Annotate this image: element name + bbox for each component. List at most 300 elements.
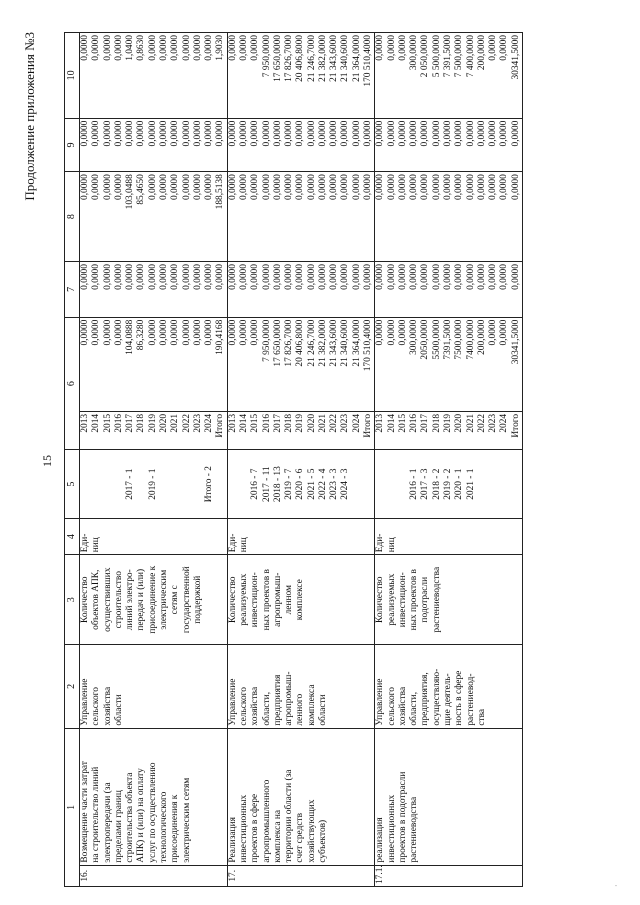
regional-budget-line: 0,0000 <box>113 174 124 200</box>
target-values-line: 2023 - 3 <box>329 468 340 500</box>
executor-line: Управление <box>80 678 90 726</box>
federal-budget-line: 0,0000 <box>261 264 272 290</box>
activity-name-line: инвестиционных <box>238 794 249 863</box>
local-budget-line: 0,0000 <box>476 120 487 147</box>
local-budget-line: 0,0000 <box>272 120 283 147</box>
total-amount-line: 21 343,6000 <box>329 319 340 367</box>
total-amount-line: 30341,5000 <box>510 319 521 365</box>
federal-budget-line: 0,0000 <box>476 264 487 290</box>
regional-budget-line: 0,0000 <box>443 174 453 200</box>
target-values-line <box>228 452 239 515</box>
row-number-cell: 16. <box>80 865 228 886</box>
unit-line: ниц <box>238 537 249 553</box>
total-amount-line: 2050,0000 <box>420 319 431 360</box>
target-values-line: 2018 - 13 <box>272 466 283 503</box>
year-line: 2020 <box>158 413 169 433</box>
local-budget-line: 0,0000 <box>454 120 465 147</box>
year-line: 2020 <box>306 413 317 433</box>
total-amount-line: 21 246,7000 <box>306 319 317 367</box>
activity-name-line: реализация <box>375 817 386 863</box>
activity-name-line: пределами границ <box>113 790 124 863</box>
local-budget-line: 0,0000 <box>317 120 328 147</box>
executor-line: предприятия <box>272 674 283 726</box>
total-amount-cell <box>80 317 228 411</box>
indicator-cell <box>375 555 523 645</box>
regional-budget-line: 0,0000 <box>351 174 362 200</box>
indicator-line: Количество <box>80 576 90 623</box>
total-amount-line: 0,0000 <box>170 319 181 346</box>
regional-budget-line: 0,0000 <box>91 174 102 200</box>
regional-budget-line: 0,0000 <box>272 174 283 200</box>
target-values-line <box>80 452 91 515</box>
federal-budget-line: 0,0000 <box>465 264 476 290</box>
executor-line: Управление <box>375 678 386 726</box>
local-budget-line: 0,0000 <box>443 120 453 147</box>
extrabudgetary-funds-line: 0,0000 <box>170 35 181 61</box>
target-values-line <box>375 452 386 515</box>
federal-budget-line: 0,0000 <box>306 264 317 290</box>
activity-name-line: технологического <box>158 791 169 863</box>
extrabudgetary-funds-line: 30341,5000 <box>510 35 521 80</box>
row-number-cell: 17. <box>227 865 375 886</box>
local-budget-line: 0,0000 <box>363 120 374 147</box>
extrabudgetary-funds-line: 0,0000 <box>192 35 203 61</box>
year-line: Итого <box>363 413 374 438</box>
regional-budget-line: 0,0000 <box>147 174 158 200</box>
executor-line: области <box>113 694 124 726</box>
executor-line: ность в сфере <box>454 670 465 726</box>
header-col-2: 2 <box>65 645 80 728</box>
local-budget-line: 0,0000 <box>215 120 226 147</box>
local-budget-line: 0,0000 <box>80 120 90 147</box>
regional-budget-line: 0,0000 <box>329 174 340 200</box>
executor-line: сельского <box>91 687 102 726</box>
extrabudgetary-funds-line: 0,0000 <box>386 35 397 61</box>
indicator-line: агропромыш- <box>272 572 283 627</box>
extrabudgetary-funds-line: 7 500,0000 <box>454 35 465 78</box>
regional-budget-line: 0,0000 <box>250 174 261 200</box>
extrabudgetary-funds-cell <box>227 33 375 119</box>
local-budget-line: 0,0000 <box>420 120 431 147</box>
federal-budget-line: 0,0000 <box>397 264 408 290</box>
executor-line: сельского <box>238 687 249 726</box>
total-amount-line: 21 340,6000 <box>340 319 351 367</box>
local-budget-line: 0,0000 <box>409 120 420 147</box>
unit-line: ниц <box>386 537 397 553</box>
unit-line: Еди- <box>375 533 386 553</box>
federal-budget-line: 0,0000 <box>147 264 158 290</box>
year-line: 2017 <box>272 413 283 433</box>
executor-line: Управление <box>227 678 238 726</box>
indicator-cell <box>227 555 375 645</box>
total-amount-line: 0,0000 <box>397 319 408 346</box>
extrabudgetary-funds-line: 17 826,7000 <box>284 35 295 82</box>
regional-budget-line: 0,0000 <box>170 174 181 200</box>
extrabudgetary-funds-line: 21 343,6000 <box>329 35 340 82</box>
federal-budget-line: 0,0000 <box>488 264 499 290</box>
local-budget-line: 0,0000 <box>329 120 340 147</box>
regional-budget-line: 0,0000 <box>465 174 476 200</box>
header-col-6: 6 <box>65 317 80 450</box>
regional-budget-cell <box>80 172 228 262</box>
local-budget-line: 0,0000 <box>147 120 158 147</box>
year-line: 2024 <box>204 413 215 433</box>
federal-budget-line: 0,0000 <box>250 264 261 290</box>
year-cell <box>375 411 523 450</box>
year-line: 2016 <box>113 413 124 433</box>
executor-line: области, <box>261 691 272 726</box>
regional-budget-line: 0,0000 <box>431 174 442 200</box>
extrabudgetary-funds-line: 5 500,0000 <box>431 35 442 78</box>
indicator-line: комплексе <box>295 579 306 621</box>
extrabudgetary-funds-line: 0,0000 <box>158 35 169 61</box>
target-values-line: 2019 - 2 <box>443 468 453 500</box>
header-col-4: 4 <box>65 518 80 554</box>
year-line: 2023 <box>192 413 203 433</box>
regional-budget-line: 85,4650 <box>136 174 147 205</box>
activity-name-line: инвестиционных <box>386 794 397 863</box>
total-amount-line: 0,0000 <box>113 319 124 346</box>
year-line: 2020 <box>454 413 465 433</box>
regional-budget-line: 0,0000 <box>363 174 374 200</box>
extrabudgetary-funds-line: 7 391,5000 <box>443 35 453 78</box>
indicator-line: Количество <box>375 576 386 623</box>
local-budget-line: 0,0000 <box>465 120 476 147</box>
federal-budget-line: 0,0000 <box>272 264 283 290</box>
indicator-line: осуществивших <box>102 567 113 632</box>
regional-budget-line: 188,5138 <box>215 174 226 210</box>
total-amount-line: 0,0000 <box>91 319 102 346</box>
target-values-line: 2019 - 1 <box>147 468 158 500</box>
total-amount-line: 190,4168 <box>215 319 226 355</box>
regional-budget-line: 0,0000 <box>306 174 317 200</box>
federal-budget-line: 0,0000 <box>329 264 340 290</box>
target-values-line: 2021 - 5 <box>306 468 317 500</box>
regional-budget-line: 0,0000 <box>510 174 521 200</box>
extrabudgetary-funds-line: 0,8630 <box>136 35 147 61</box>
year-line: 2014 <box>238 413 249 433</box>
federal-budget-cell <box>80 262 228 318</box>
page-number: 15 <box>40 455 54 467</box>
extrabudgetary-funds-line: 200,0000 <box>476 35 487 71</box>
extrabudgetary-funds-line: 1,9030 <box>215 35 226 61</box>
regional-budget-line: 0,0000 <box>499 174 510 200</box>
total-amount-line: 0,0000 <box>181 319 192 346</box>
local-budget-line: 0,0000 <box>386 120 397 147</box>
total-amount-line: 5500,0000 <box>431 319 442 360</box>
federal-budget-line: 0,0000 <box>204 264 215 290</box>
local-budget-line: 0,0000 <box>91 120 102 147</box>
indicator-line: электрическим <box>158 569 169 630</box>
target-values-line: 2024 - 3 <box>340 468 351 500</box>
local-budget-line: 0,0000 <box>125 120 136 147</box>
regional-budget-line: 0,0000 <box>261 174 272 200</box>
year-line: 2013 <box>375 413 386 433</box>
total-amount-line: 20 406,8000 <box>295 319 306 367</box>
year-line: Итого <box>215 413 226 438</box>
extrabudgetary-funds-line: 21 382,0000 <box>317 35 328 82</box>
year-cell <box>227 411 375 450</box>
total-amount-line: 7391,5000 <box>443 319 453 360</box>
unit-cell <box>227 518 375 554</box>
year-cell <box>80 411 228 450</box>
local-budget-line: 0,0000 <box>113 120 124 147</box>
target-values-line <box>170 452 181 515</box>
total-amount-line: 0,0000 <box>488 319 499 346</box>
extrabudgetary-funds-line: 0,0000 <box>499 35 510 61</box>
target-values-line <box>159 452 170 515</box>
target-values-line <box>182 452 193 515</box>
target-values-line: 2019 - 7 <box>284 468 295 500</box>
indicator-line: инвестицион- <box>397 572 408 628</box>
year-line: 2024 <box>351 413 362 433</box>
unit-line: Еди- <box>227 533 238 553</box>
federal-budget-line: 0,0000 <box>136 264 147 290</box>
corner-mark: · <box>612 884 621 887</box>
program-table <box>64 32 523 887</box>
activity-name-line: проектов в подотрасли <box>397 771 408 863</box>
local-budget-line: 0,0000 <box>397 120 408 147</box>
local-budget-line: 0,0000 <box>192 120 203 147</box>
local-budget-line: 0,0000 <box>170 120 181 147</box>
indicator-line: растениеводства <box>431 566 442 633</box>
executor-line: предприятия, <box>420 672 431 726</box>
total-amount-line: 0,0000 <box>147 319 158 346</box>
appendix-label: Продолжение приложения №3 <box>22 32 37 201</box>
regional-budget-line: 0,0000 <box>488 174 499 200</box>
target-values-line: Итого - 2 <box>204 466 215 503</box>
target-values-line <box>114 452 125 515</box>
target-values-line: 2017 - 1 <box>125 468 136 500</box>
executor-line: агропромыш- <box>284 671 295 726</box>
federal-budget-line: 0,0000 <box>317 264 328 290</box>
indicator-line: строительство <box>113 571 124 629</box>
year-line: 2018 <box>431 413 442 433</box>
regional-budget-line: 0,0000 <box>158 174 169 200</box>
year-line: 2022 <box>181 413 192 433</box>
activity-name-cell <box>80 728 228 865</box>
total-amount-line: 0,0000 <box>250 319 261 346</box>
extrabudgetary-funds-cell <box>80 33 228 119</box>
indicator-line: сетям с <box>170 585 181 615</box>
target-values-line: 2017 - 11 <box>261 466 272 502</box>
federal-budget-cell <box>227 262 375 318</box>
regional-budget-line: 0,0000 <box>204 174 215 200</box>
extrabudgetary-funds-line: 0,0000 <box>181 35 192 61</box>
total-amount-line: 0,0000 <box>204 319 215 346</box>
extrabudgetary-funds-line: 21 340,6000 <box>340 35 351 82</box>
target-values-line: 2016 - 7 <box>250 468 261 500</box>
federal-budget-line: 0,0000 <box>170 264 181 290</box>
extrabudgetary-funds-cell <box>375 33 523 119</box>
total-amount-line: 7 950,0000 <box>261 319 272 362</box>
year-line: 2015 <box>102 413 113 433</box>
federal-budget-line: 0,0000 <box>181 264 192 290</box>
header-col-3: 3 <box>65 555 80 645</box>
extrabudgetary-funds-line: 0,0000 <box>397 35 408 61</box>
indicator-line: поддержкой <box>192 575 203 624</box>
local-budget-line: 0,0000 <box>284 120 295 147</box>
target-values-line <box>103 452 114 515</box>
year-line: 2015 <box>250 413 261 433</box>
executor-line: хозяйства <box>397 686 408 726</box>
local-budget-line: 0,0000 <box>102 120 113 147</box>
local-budget-line: 0,0000 <box>204 120 215 147</box>
regional-budget-line: 0,0000 <box>454 174 465 200</box>
activity-name-line: агропромышленного <box>261 779 272 863</box>
regional-budget-line: 0,0000 <box>181 174 192 200</box>
year-line: 2016 <box>261 413 272 433</box>
executor-line: осуществляю- <box>431 668 442 726</box>
activity-name-line: проектов в сфере <box>250 793 261 863</box>
executor-line: ства <box>476 708 487 726</box>
extrabudgetary-funds-line: 20 406,8000 <box>295 35 306 82</box>
year-line: 2014 <box>91 413 102 433</box>
regional-budget-line: 0,0000 <box>227 174 238 200</box>
federal-budget-line: 0,0000 <box>340 264 351 290</box>
federal-budget-line: 0,0000 <box>125 264 136 290</box>
federal-budget-line: 0,0000 <box>227 264 238 290</box>
regional-budget-line: 0,0000 <box>409 174 420 200</box>
federal-budget-line: 0,0000 <box>386 264 397 290</box>
extrabudgetary-funds-line: 21 246,7000 <box>306 35 317 82</box>
regional-budget-line: 0,0000 <box>397 174 408 200</box>
executor-line: хозяйства <box>102 686 113 726</box>
total-amount-line: 17 826,7000 <box>284 319 295 367</box>
year-line: 2013 <box>227 413 238 433</box>
executor-line: области, <box>409 691 420 726</box>
federal-budget-line: 0,0000 <box>113 264 124 290</box>
unit-line: Еди- <box>80 533 90 553</box>
federal-budget-line: 0,0000 <box>91 264 102 290</box>
federal-budget-line: 0,0000 <box>363 264 374 290</box>
unit-cell <box>375 518 523 554</box>
target-values-line: 2020 - 6 <box>295 468 306 500</box>
activity-name-line: территории области (за <box>284 769 295 863</box>
extrabudgetary-funds-line: 0,0000 <box>227 35 238 61</box>
total-amount-line: 17 650,0000 <box>272 319 283 367</box>
local-budget-line: 0,0000 <box>306 120 317 147</box>
total-amount-line: 0,0000 <box>499 319 510 346</box>
activity-name-line: хозяйствующих <box>306 799 317 863</box>
extrabudgetary-funds-line: 7 400,0000 <box>465 35 476 78</box>
total-amount-line: 86,3280 <box>136 319 147 351</box>
local-budget-line: 0,0000 <box>238 120 249 147</box>
table-row <box>375 33 523 887</box>
local-budget-line: 0,0000 <box>261 120 272 147</box>
activity-name-line: счет средств <box>295 812 306 863</box>
year-line: 2019 <box>147 413 158 433</box>
regional-budget-line: 0,0000 <box>238 174 249 200</box>
local-budget-line: 0,0000 <box>340 120 351 147</box>
federal-budget-line: 0,0000 <box>499 264 510 290</box>
header-col-8: 8 <box>65 172 80 262</box>
federal-budget-line: 0,0000 <box>409 264 420 290</box>
local-budget-line: 0,0000 <box>375 120 386 147</box>
activity-name-line: Возмещение части затрат <box>80 761 90 863</box>
row-number-cell: 17.1. <box>375 865 523 886</box>
target-values-line <box>193 452 204 515</box>
indicator-line: ных проектов в <box>261 569 272 631</box>
local-budget-cell <box>375 118 523 172</box>
executor-line: области <box>317 694 328 726</box>
target-values-cell <box>375 450 523 518</box>
extrabudgetary-funds-line: 0,0000 <box>250 35 261 61</box>
local-budget-line: 0,0000 <box>181 120 192 147</box>
indicator-line: реализуемых <box>238 573 249 626</box>
year-line: 2024 <box>499 413 510 433</box>
indicator-line: инвестицион- <box>250 572 261 628</box>
total-amount-line: 21 382,0000 <box>317 319 328 367</box>
executor-line: щие деятель- <box>443 673 453 726</box>
year-line: 2015 <box>397 413 408 433</box>
total-amount-cell <box>227 317 375 411</box>
federal-budget-line: 0,0000 <box>375 264 386 290</box>
total-amount-line: 104,0888 <box>125 319 136 355</box>
year-line: 2021 <box>170 413 181 433</box>
regional-budget-line: 0,0000 <box>420 174 431 200</box>
activity-name-line: услуг по осуществлению <box>147 762 158 863</box>
federal-budget-line: 0,0000 <box>420 264 431 290</box>
regional-budget-line: 0,0000 <box>295 174 306 200</box>
target-values-line: 2018 - 2 <box>431 468 442 500</box>
target-values-line <box>91 452 102 515</box>
local-budget-line: 0,0000 <box>499 120 510 147</box>
target-values-line: 2017 - 3 <box>420 468 431 500</box>
executor-line: сельского <box>386 687 397 726</box>
year-line: 2018 <box>284 413 295 433</box>
local-budget-cell <box>227 118 375 172</box>
extrabudgetary-funds-line: 0,0000 <box>204 35 215 61</box>
regional-budget-cell <box>227 172 375 262</box>
target-values-line: 2021 - 1 <box>465 468 476 500</box>
local-budget-cell <box>80 118 228 172</box>
federal-budget-line: 0,0000 <box>443 264 453 290</box>
indicator-line: подотрасли <box>420 576 431 623</box>
regional-budget-line: 0,0000 <box>80 174 90 200</box>
target-values-line <box>398 452 409 515</box>
regional-budget-line: 0,0000 <box>284 174 295 200</box>
header-row <box>65 33 80 887</box>
total-amount-line: 0,0000 <box>227 319 238 346</box>
federal-budget-line: 0,0000 <box>80 264 90 290</box>
year-line: 2019 <box>443 413 453 433</box>
target-values-cell <box>80 450 228 518</box>
federal-budget-line: 0,0000 <box>454 264 465 290</box>
table-row <box>227 33 375 887</box>
federal-budget-cell <box>375 262 523 318</box>
total-amount-line: 7400,0000 <box>465 319 476 360</box>
extrabudgetary-funds-line: 300,0000 <box>409 35 420 71</box>
extrabudgetary-funds-line: 7 950,0000 <box>261 35 272 78</box>
federal-budget-line: 0,0000 <box>215 264 226 290</box>
header-col-7: 7 <box>65 262 80 318</box>
indicator-line: реализуемых <box>386 573 397 626</box>
activity-name-cell <box>227 728 375 865</box>
federal-budget-line: 0,0000 <box>158 264 169 290</box>
total-amount-cell <box>375 317 523 411</box>
local-budget-line: 0,0000 <box>158 120 169 147</box>
extrabudgetary-funds-line: 0,0000 <box>375 35 386 61</box>
indicator-line: ных проектов в <box>409 569 420 631</box>
local-budget-line: 0,0000 <box>431 120 442 147</box>
year-line: 2021 <box>465 413 476 433</box>
unit-line: ниц <box>91 537 102 553</box>
target-values-line <box>239 452 250 515</box>
activity-name-line: электрическим сетям <box>181 777 192 863</box>
executor-line: растениевод- <box>465 673 476 726</box>
activity-name-line: строительства объекта <box>125 772 136 863</box>
